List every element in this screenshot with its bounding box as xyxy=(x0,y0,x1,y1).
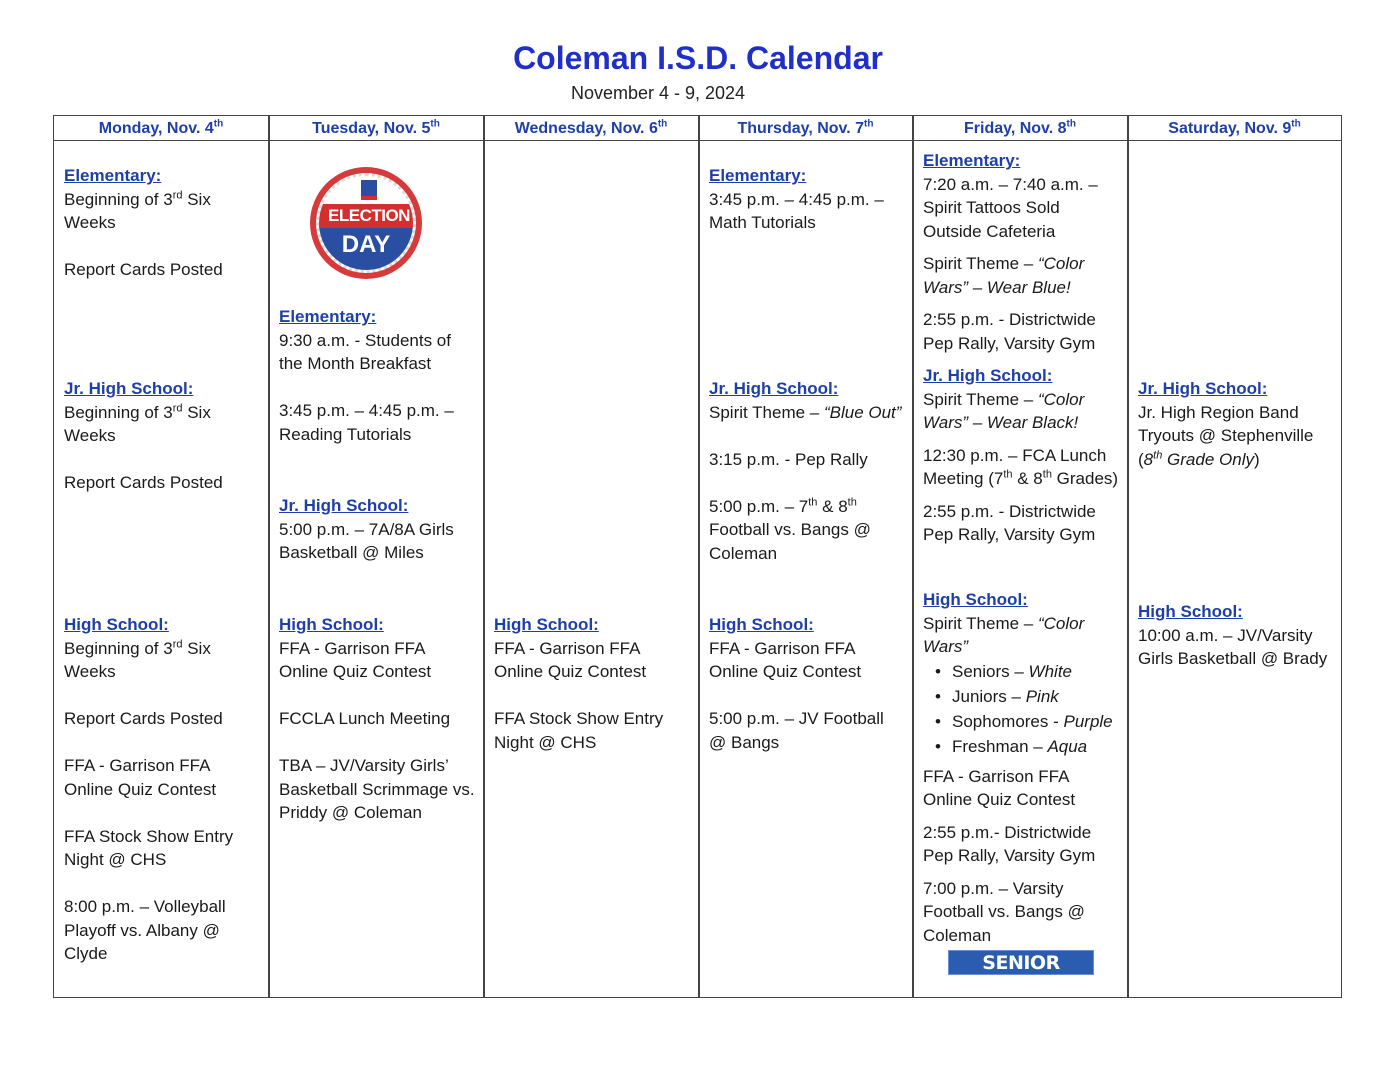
list-item: • Juniors – Pink xyxy=(935,684,1119,709)
list-item: • Seniors – White xyxy=(935,659,1119,684)
header-saturday: Saturday, Nov. 9th xyxy=(1168,118,1301,137)
label-jrhigh: Jr. High School: xyxy=(709,379,839,398)
event-text: Report Cards Posted xyxy=(64,473,223,492)
event-text: 5:00 p.m. – 7th & 8th Football vs. Bangs @ Coleman xyxy=(709,495,871,563)
calendar-table xyxy=(53,115,1342,998)
event-text: 8:00 p.m. – Volleyball Playoff vs. Albany @ Clyde xyxy=(64,897,226,963)
event-text: Beginning of 3rd Six Weeks xyxy=(64,188,211,232)
event-text: FFA - Garrison FFA Online Quiz Contest xyxy=(64,756,217,799)
event-text: FFA - Garrison FFA Online Quiz Contest xyxy=(494,638,647,681)
event-text: FFA - Garrison FFA Online Quiz Contest xyxy=(923,766,1076,809)
event-text: 7:00 p.m. – Varsity Football vs. Bangs @ Coleman xyxy=(923,878,1085,945)
event-text: FFA Stock Show Entry Night @ CHS xyxy=(64,826,234,869)
label-high: High School: xyxy=(64,615,169,634)
event-text: Spirit Theme – “Blue Out” xyxy=(709,402,902,422)
page-title: Coleman I.S.D. Calendar xyxy=(513,40,883,76)
thursday-high xyxy=(709,613,904,754)
senior-night-banner: SENIOR NIGHT xyxy=(948,950,1094,975)
label-high: High School: xyxy=(923,590,1028,609)
event-text: 3:45 p.m. – 4:45 p.m. – Math Tutorials xyxy=(709,189,884,232)
event-text: Spirit Theme – “Color Wars” – Wear Black! xyxy=(923,389,1085,432)
event-text: Spirit Theme – “Color Wars” xyxy=(923,613,1085,656)
cell-thursday xyxy=(699,141,912,997)
friday-elementary xyxy=(923,149,1119,355)
page-subtitle: November 4 - 9, 2024 xyxy=(570,83,746,103)
list-item: • Freshman – Aqua xyxy=(935,734,1119,759)
event-text: FFA - Garrison FFA Online Quiz Contest xyxy=(279,638,432,681)
thursday-elementary xyxy=(709,164,904,235)
label-jrhigh: Jr. High School: xyxy=(64,379,194,398)
label-jrhigh: Jr. High School: xyxy=(279,496,409,515)
event-text: 10:00 a.m. – JV/Varsity Girls Basketball @ Brady xyxy=(1138,625,1328,668)
label-elementary: Elementary: xyxy=(709,166,807,185)
event-text: 12:30 p.m. – FCA Lunch Meeting (7th & 8th Grades) xyxy=(923,445,1119,488)
event-text: 2:55 p.m.- Districtwide Pep Rally, Varsity Gym xyxy=(923,822,1096,865)
event-text: Beginning of 3rd Six Weeks xyxy=(64,401,211,445)
label-jrhigh: Jr. High School: xyxy=(1138,379,1268,398)
monday-high xyxy=(64,613,260,966)
thursday-jrhigh xyxy=(709,377,904,565)
label-jrhigh: Jr. High School: xyxy=(923,366,1053,385)
saturday-high xyxy=(1138,600,1333,671)
friday-jrhigh xyxy=(923,364,1119,547)
header-tuesday: Tuesday, Nov. 5th xyxy=(312,118,440,137)
event-text: 7:20 a.m. – 7:40 a.m. – Spirit Tattoos Sold Outside Cafeteria xyxy=(923,174,1098,241)
label-high: High School: xyxy=(1138,602,1243,621)
header-thursday: Thursday, Nov. 7th xyxy=(737,118,874,137)
event-text: Beginning of 3rd Six Weeks xyxy=(64,637,211,681)
label-elementary: Elementary: xyxy=(64,166,162,185)
tuesday-high xyxy=(279,613,475,825)
class-color-list xyxy=(935,659,1119,759)
cell-wednesday xyxy=(484,141,698,997)
event-text: FFA Stock Show Entry Night @ CHS xyxy=(494,709,664,752)
event-text: TBA – JV/Varsity Girls’ Basketball Scrimmage vs. Priddy @ Coleman xyxy=(279,756,475,822)
friday-high xyxy=(923,588,1119,947)
election-day-badge: ELECTION DAY xyxy=(310,167,422,279)
event-text: 3:45 p.m. – 4:45 p.m. – Reading Tutorials xyxy=(279,401,454,444)
event-text: Report Cards Posted xyxy=(64,709,223,728)
event-text: FFA - Garrison FFA Online Quiz Contest xyxy=(709,638,862,681)
event-text: Jr. High Region Band Tryouts @ Stephenville (8th Grade Only) xyxy=(1138,402,1314,469)
label-elementary: Elementary: xyxy=(923,151,1021,170)
list-item: • Sophomores - Purple xyxy=(935,709,1119,734)
label-high: High School: xyxy=(709,615,814,634)
monday-elementary xyxy=(64,164,260,282)
cell-tuesday xyxy=(269,141,483,997)
hat-icon xyxy=(361,180,377,200)
event-text: 5:00 p.m. – 7A/8A Girls Basketball @ Miles xyxy=(279,519,454,562)
cell-monday xyxy=(54,141,268,997)
header-wednesday: Wednesday, Nov. 6th xyxy=(514,118,668,137)
saturday-jrhigh xyxy=(1138,377,1333,471)
tuesday-elementary xyxy=(279,305,475,446)
cell-saturday xyxy=(1128,141,1341,997)
tuesday-jrhigh xyxy=(279,494,475,565)
event-text: FCCLA Lunch Meeting xyxy=(279,709,451,728)
event-text: Report Cards Posted xyxy=(64,260,223,279)
label-high: High School: xyxy=(279,615,384,634)
event-text: 2:55 p.m. - Districtwide Pep Rally, Varsity Gym xyxy=(923,310,1096,353)
event-text: 2:55 p.m. - Districtwide Pep Rally, Varsity Gym xyxy=(923,501,1096,544)
header-friday: Friday, Nov. 8th xyxy=(964,118,1076,137)
event-text: 3:15 p.m. - Pep Rally xyxy=(709,449,868,469)
monday-jrhigh xyxy=(64,377,260,495)
cell-friday xyxy=(913,141,1127,997)
wednesday-high xyxy=(494,613,690,754)
header-monday: Monday, Nov. 4th xyxy=(98,118,224,137)
event-text: 5:00 p.m. – JV Football @ Bangs xyxy=(709,709,884,752)
label-high: High School: xyxy=(494,615,599,634)
label-elementary: Elementary: xyxy=(279,307,377,326)
event-text: Spirit Theme – “Color Wars” – Wear Blue! xyxy=(923,254,1085,297)
event-text: 9:30 a.m. - Students of the Month Breakfast xyxy=(279,330,451,373)
